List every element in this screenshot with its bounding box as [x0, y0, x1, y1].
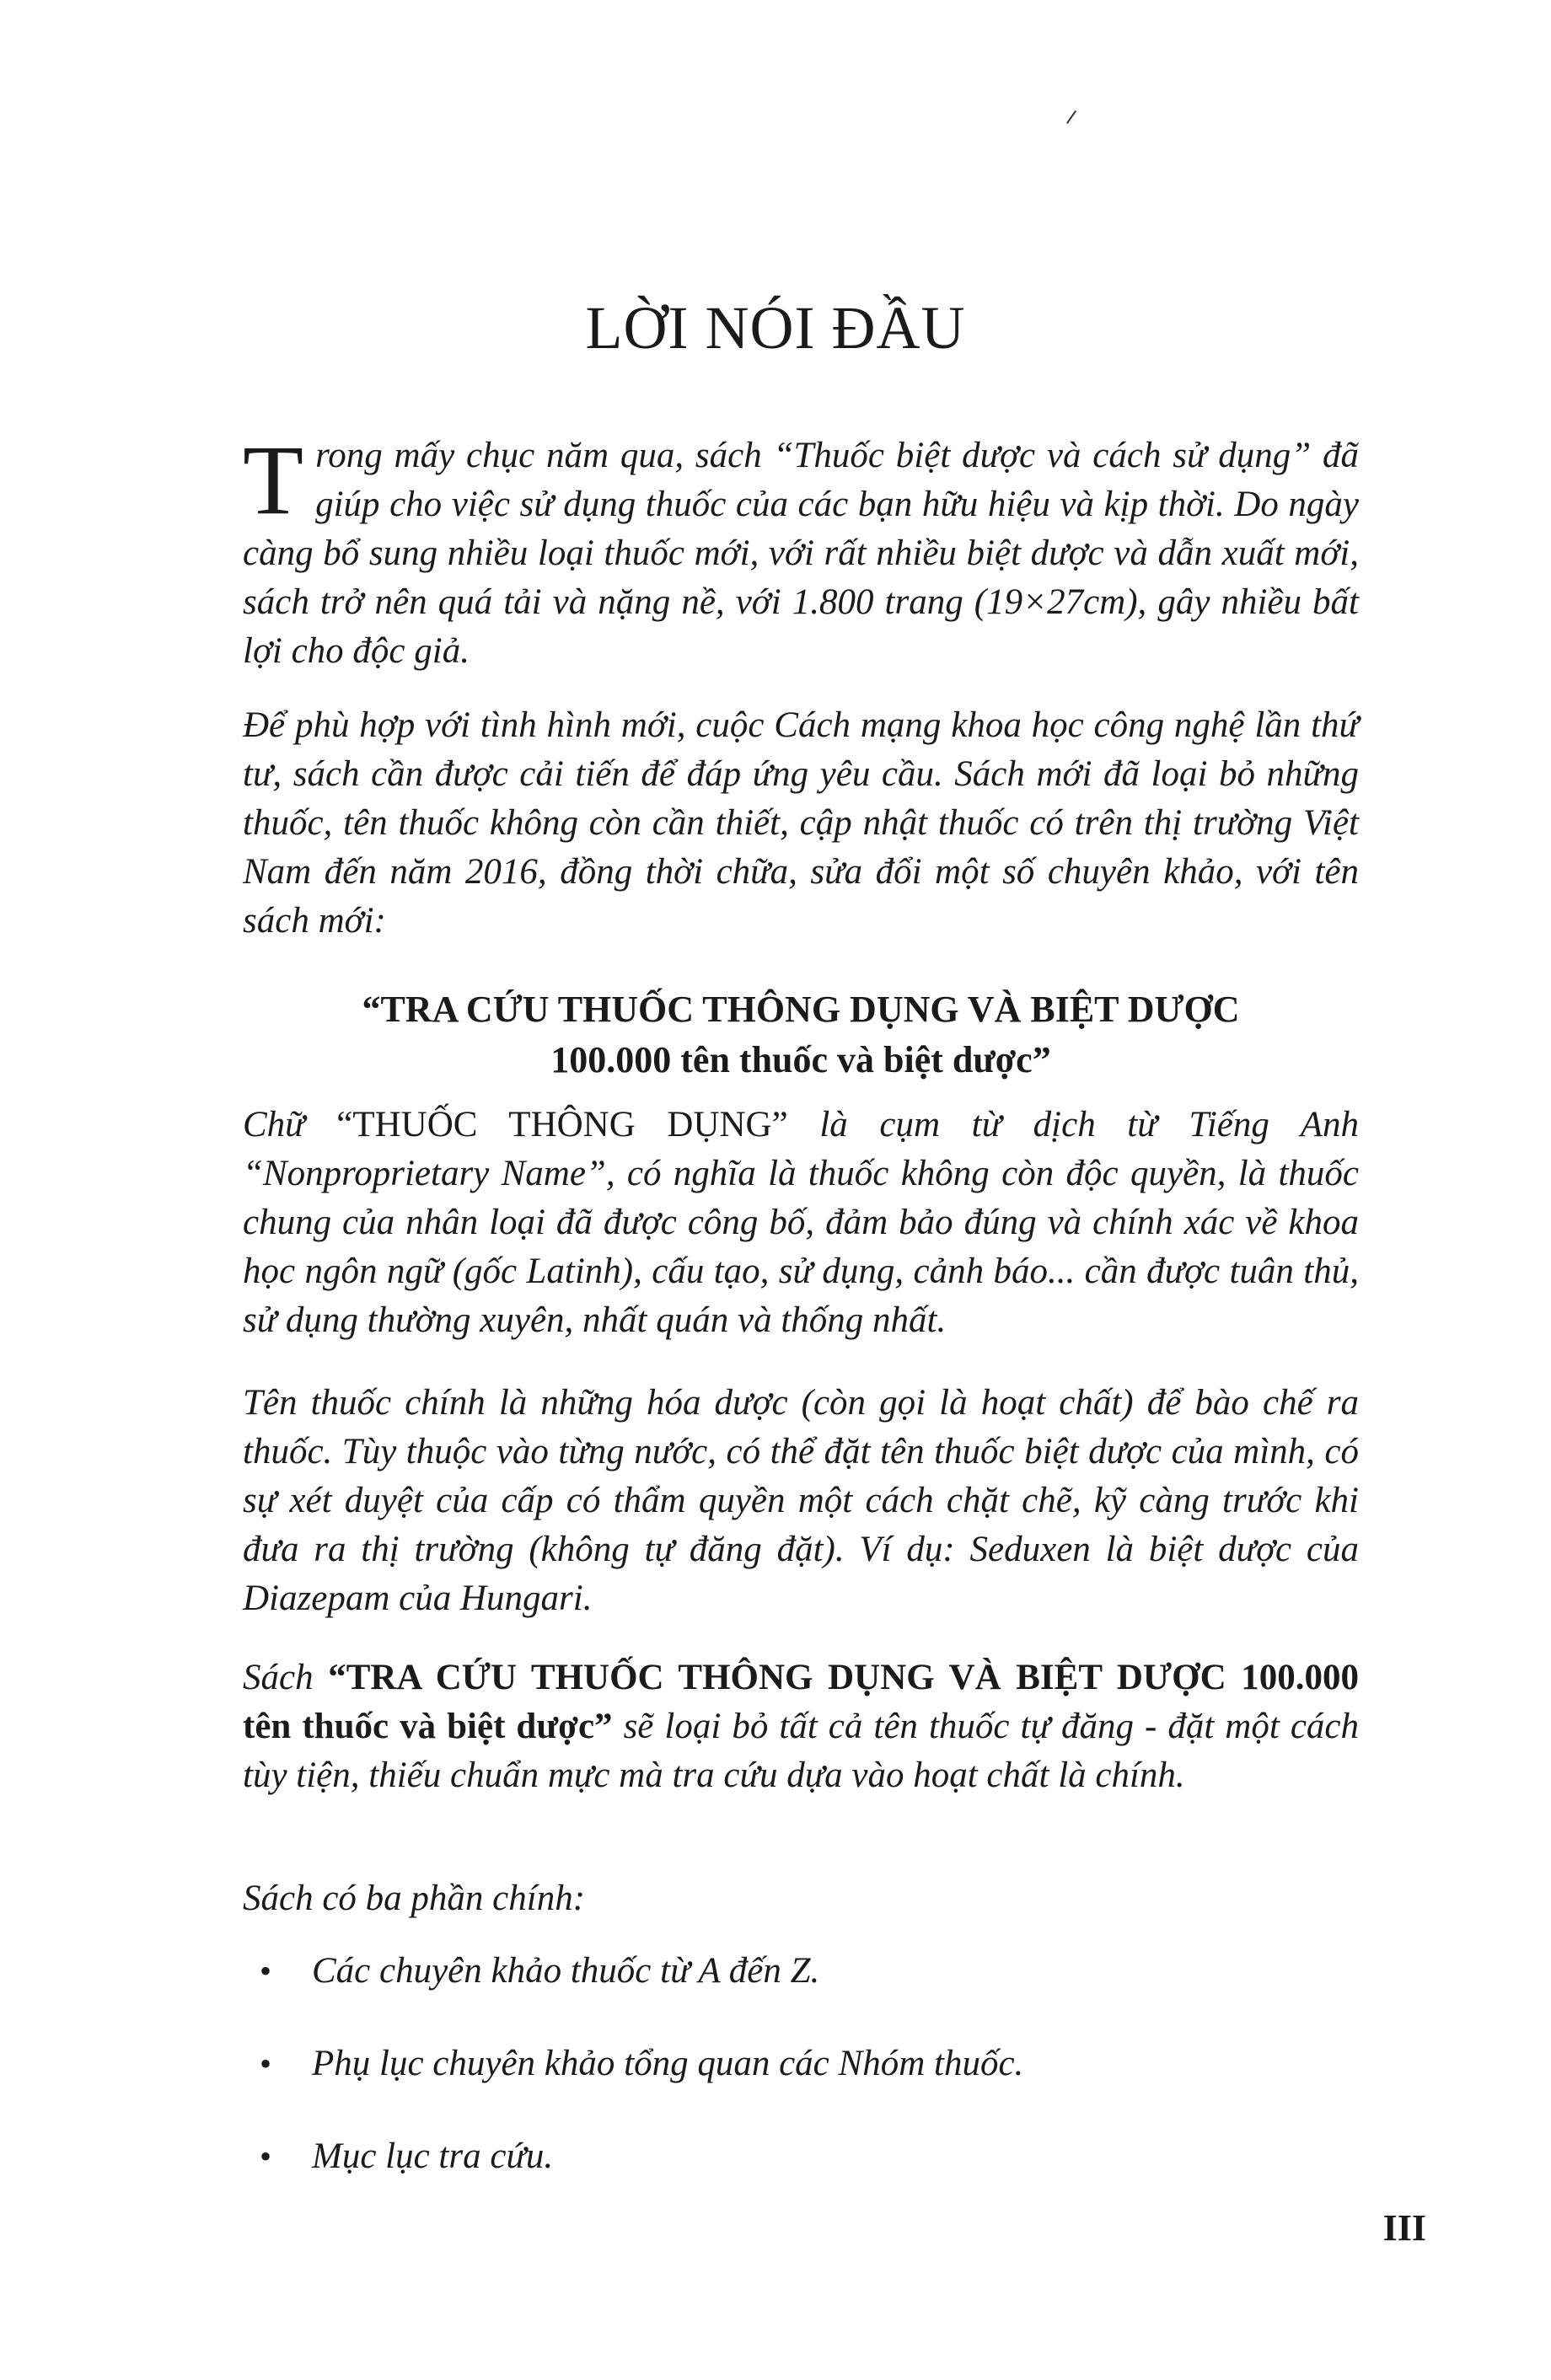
update-text: Để phù hợp với tình hình mới, cuộc Cách mạng khoa học công nghệ lần thứ tư, sách cần được cải tiến để đáp ứng yêu cầu. Sách mới đã loại bỏ những thuốc, tên thuốc không còn cần thiết, cập nhật thuốc có trên thị trường Việt Nam đến năm 2016, đồng thời chữa, sửa đổi một số chuyên khảo, với tên sách mới: [243, 705, 1359, 941]
paragraph-parts [243, 1874, 1359, 1923]
drug-names-text: Tên thuốc chính là những hóa dược (còn gọi là hoạt chất) để bào chế ra thuốc. Tùy thuộc vào từng nước, có thể đặt tên thuốc biệt dược của mình, có sự xét duyệt của cấp có thẩm quyền một cách chặt chẽ, kỹ càng trước khi đưa ra thị trường (không tự đăng đặt). Ví dụ: Seduxen là biệt dược của Diazepam của Hungari. [243, 1383, 1359, 1618]
list-item-text: Phụ lục chuyên khảo tổng quan các Nhóm thuốc. [312, 2044, 1024, 2083]
list-item [244, 2040, 1340, 2088]
page-number: III [1382, 2207, 1426, 2249]
definition-lead: Chữ [243, 1105, 337, 1144]
bullet-icon: • [260, 2045, 272, 2082]
drop-cap: T [243, 425, 304, 535]
parts-list [244, 1947, 1340, 2225]
stray-mark [1066, 110, 1076, 124]
list-item [244, 2132, 1340, 2181]
definition-term: “THUỐC THÔNG DỤNG” [336, 1105, 788, 1144]
list-item [244, 1947, 1340, 1996]
bullet-icon: • [260, 1952, 272, 1990]
book-title-line1: “TRA CỨU THUỐC THÔNG DỤNG VÀ BIỆT DƯỢC [362, 989, 1240, 1030]
paragraph-intro [243, 425, 1359, 676]
intro-text: rong mấy chục năm qua, sách “Thuốc biệt dược và cách sử dụng” đã giúp cho việc sử dụng thuốc của các bạn hữu hiệu và kịp thời. Do ngày càng bổ sung nhiều loại thuốc mới, với rất nhiều biệt dược và dẫn xuất mới, sách trở nên quá tải và nặng nề, với 1.800 trang (19×27cm), gây nhiều bất lợi cho độc giả. [243, 436, 1359, 671]
parts-intro: Sách có ba phần chính: [243, 1879, 586, 1918]
bullet-icon: • [260, 2137, 272, 2175]
scope-lead: Sách [243, 1658, 329, 1697]
list-item-text: Mục lục tra cứu. [312, 2136, 554, 2176]
paragraph-drug-names [243, 1379, 1359, 1623]
list-item-text: Các chuyên khảo thuốc từ A đến Z. [312, 1951, 820, 1991]
definition-rest: là cụm từ dịch từ Tiếng Anh “Nonproprietary Name”, có nghĩa là thuốc không còn độc quyền, là thuốc chung của nhân loại đã được công bố, đảm bảo đúng và chính xác về khoa học ngôn ngữ (gốc Latinh), cấu tạo, sử dụng, cảnh báo... cần được tuân thủ, sử dụng thường xuyên, nhất quán và thống nhất. [243, 1105, 1360, 1340]
page-title: LỜI NÓI ĐẦU [585, 294, 966, 362]
book-title-line2: 100.000 tên thuốc và biệt dược” [550, 1039, 1051, 1080]
paragraph-book-scope [243, 1654, 1359, 1800]
paragraph-update [243, 701, 1359, 946]
scope-term: “TRA CỨU THUỐC THÔNG DỤNG VÀ BIỆT DƯỢC 100.000 tên thuốc và biệt dược” [243, 1658, 1359, 1746]
scope-rest: sẽ loại bỏ tất cả tên thuốc tự đăng - đặt một cách tùy tiện, thiếu chuẩn mực mà tra cứu dựa vào hoạt chất là chính. [243, 1707, 1359, 1795]
paragraph-definition [243, 1101, 1359, 1345]
